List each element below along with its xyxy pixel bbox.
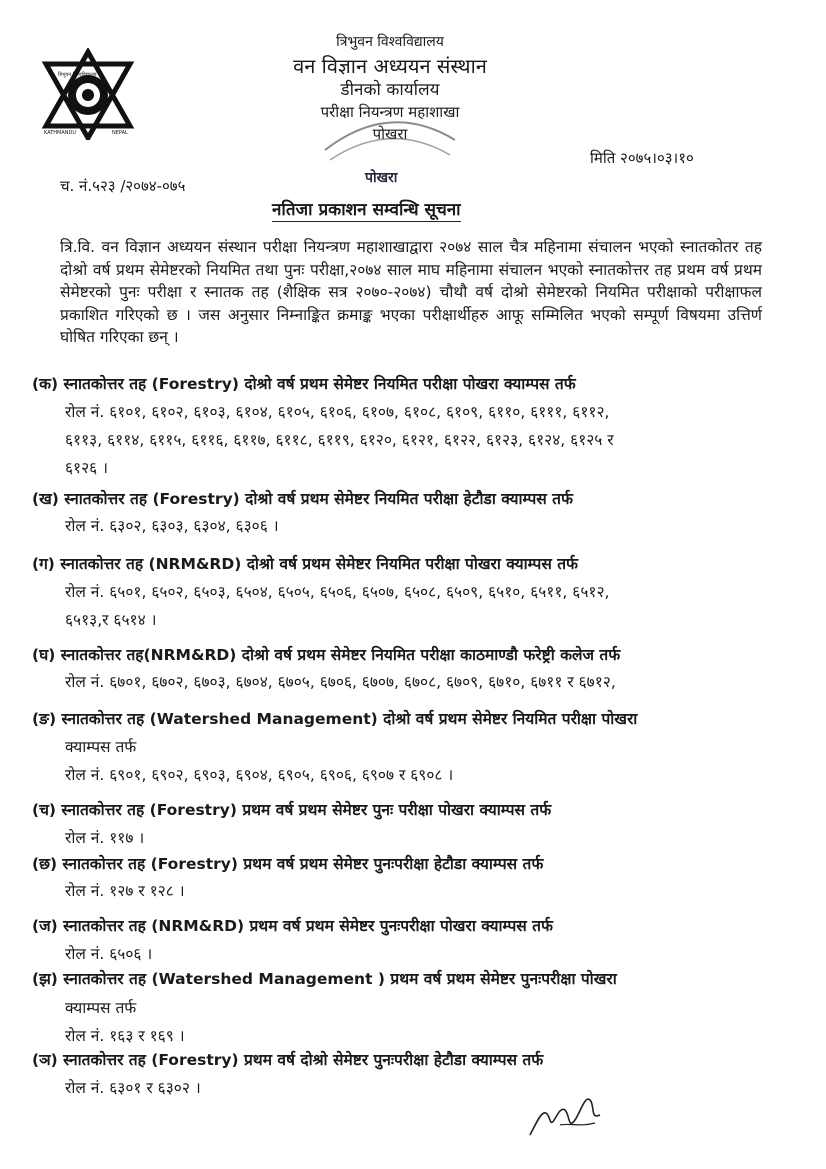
roll-line: ६११३, ६११४, ६११५, ६११६, ६११७, ६११८, ६११९, ६१२०, ६१२१, ६१२२, ६१२३, ६१२४, ६१२५ र — [65, 431, 614, 449]
section-heading-ja: (ज) स्नातकोत्तर तह (NRM&RD) प्रथम वर्ष प्रथम सेमेष्टर पुनःपरीक्षा पोखरा क्याम्पस तर्फ — [32, 917, 553, 935]
roll-line: ६१२६ । — [65, 459, 109, 477]
section-heading-ga: (ग) स्नातकोत्तर तह (NRM&RD) दोश्रो वर्ष प्रथम सेमेष्टर नियमित परीक्षा पोखरा क्याम्पस तर्फ — [32, 555, 578, 573]
section-rolls-ja — [65, 940, 725, 968]
section-heading-jha: (झ) स्नातकोत्तर तह (Watershed Management ) प्रथम वर्ष प्रथम सेमेष्टर पुनःपरीक्षा पोखरा — [32, 970, 617, 988]
section-rolls-ga — [65, 578, 725, 634]
header-university: त्रिभुवन विश्वविद्यालय — [336, 34, 444, 50]
roll-line: रोल नं. ६१०१, ६१०२, ६१०३, ६१०४, ६१०५, ६१०६, ६१०७, ६१०८, ६१०९, ६११०, ६१११, ६११२, — [65, 403, 610, 421]
reference-number: च. नं.५२३ /२०७४-०७५ — [60, 177, 186, 195]
roll-line: रोल नं. ६३०२, ६३०३, ६३०४, ६३०६ । — [65, 517, 279, 535]
roll-line: रोल नं. ११७ । — [65, 829, 145, 847]
notice-date: मिति २०७५।०३।१० — [590, 149, 694, 167]
section-rolls-gha — [65, 668, 725, 696]
roll-line: रोल नं. १२७ र १२८ । — [65, 882, 185, 900]
header-division: परीक्षा नियन्त्रण महाशाखा — [320, 103, 460, 121]
roll-line: क्याम्पस तर्फ — [65, 999, 137, 1017]
office-seal — [305, 110, 475, 190]
signature — [520, 1085, 610, 1145]
section-heading-chha: (छ) स्नातकोत्तर तह (Forestry) प्रथम वर्ष प्रथम सेमेष्टर पुनःपरीक्षा हेटौडा क्याम्पस तर्फ — [32, 855, 544, 873]
header-location: पोखरा — [372, 125, 408, 143]
notice-intro: त्रि.वि. वन विज्ञान अध्ययन संस्थान परीक्षा नियन्त्रण महाशाखाद्वारा २०७४ साल चैत्र महिनामा संचालन भएको स्नातकोतर तह दोश्रो वर्ष प्रथम सेमेष्टरको नियमित तथा पुनः परीक्षा,२०७४ साल माघ महिनामा संचालन भएको स्नातकोत्तर तह प्रथम वर्ष प्रथम सेमेष्टरको पुनः परीक्षा र स्नातक तह (शैक्षिक सत्र २०७०-२०७४) चौथौ वर्ष दोश्रो सेमेष्टरको नियमित परीक्षाको परीक्षाफल प्रकाशित गरिएको छ । जस अनुसार निम्नाङ्कित क्रमाङ्क भएका परीक्षार्थीहरु आफू सम्मिलित भएको सम्पूर्ण विषयमा उत्तिर्ण घोषित गरिएका छन् । — [60, 238, 762, 346]
roll-line: रोल नं. ६५०१, ६५०२, ६५०३, ६५०४, ६५०५, ६५०६, ६५०७, ६५०८, ६५०९, ६५१०, ६५११, ६५१२, — [65, 583, 610, 601]
section-heading-nga: (ङ) स्नातकोत्तर तह (Watershed Management) दोश्रो वर्ष प्रथम सेमेष्टर नियमित परीक्षा पोखरा — [32, 710, 638, 728]
header-office: डीनको कार्यालय — [340, 80, 440, 100]
section-rolls-kha — [65, 512, 725, 540]
university-logo — [38, 48, 138, 140]
section-rolls-cha — [65, 824, 725, 852]
roll-line: रोल नं. ६७०१, ६७०२, ६७०३, ६७०४, ६७०५, ६७०६, ६७०७, ६७०८, ६७०९, ६७१०, ६७११ र ६७१२, — [65, 673, 616, 691]
notice-subject: नतिजा प्रकाशन सम्वन्धि सूचना — [272, 197, 461, 222]
section-heading-ka: (क) स्नातकोत्तर तह (Forestry) दोश्रो वर्ष प्रथम सेमेष्टर नियमित परीक्षा पोखरा क्याम्पस तर्फ — [32, 375, 576, 393]
section-heading-gha: (घ) स्नातकोत्तर तह(NRM&RD) दोश्रो वर्ष प्रथम सेमेष्टर नियमित परीक्षा काठमाण्डौ फरेष्ट्री कलेज तर्फ — [32, 646, 621, 664]
roll-line: रोल नं. ६५०६ । — [65, 945, 153, 963]
section-rolls-nya — [65, 1074, 725, 1102]
roll-line: क्याम्पस तर्फ — [65, 738, 137, 756]
logo-bottom-left: KATHMANDU — [44, 130, 77, 136]
logo-bottom-right: NEPAL — [112, 130, 128, 136]
header-institute: वन विज्ञान अध्ययन संस्थान — [293, 54, 487, 78]
section-heading-cha: (च) स्नातकोत्तर तह (Forestry) प्रथम वर्ष प्रथम सेमेष्टर पुनः परीक्षा पोखरा क्याम्पस तर्फ — [32, 801, 552, 819]
roll-line: रोल नं. ६३०१ र ६३०२ । — [65, 1079, 201, 1097]
roll-line: रोल नं. ६९०१, ६९०२, ६९०३, ६९०४, ६९०५, ६९०६, ६९०७ र ६९०८ । — [65, 766, 454, 784]
logo-top-text: त्रिभुवन विश्वविद्यालय — [58, 72, 97, 78]
roll-line: ६५१३,र ६५१४ । — [65, 611, 157, 629]
section-rolls-jha — [65, 994, 725, 1050]
section-heading-nya: (ञ) स्नातकोत्तर तह (Forestry) प्रथम वर्ष दोश्रो सेमेष्टर पुनःपरीक्षा हेटौडा क्याम्पस तर्फ — [32, 1051, 544, 1069]
section-rolls-chha — [65, 877, 725, 905]
roll-line: रोल नं. १६३ र १६९ । — [65, 1027, 185, 1045]
section-heading-kha: (ख) स्नातकोत्तर तह (Forestry) दोश्रो वर्ष प्रथम सेमेष्टर नियमित परीक्षा हेटौडा क्याम्पस तर्फ — [32, 490, 573, 508]
section-rolls-ka — [65, 398, 725, 482]
section-rolls-nga — [65, 733, 725, 789]
seal-text: पोखरा — [365, 170, 398, 186]
